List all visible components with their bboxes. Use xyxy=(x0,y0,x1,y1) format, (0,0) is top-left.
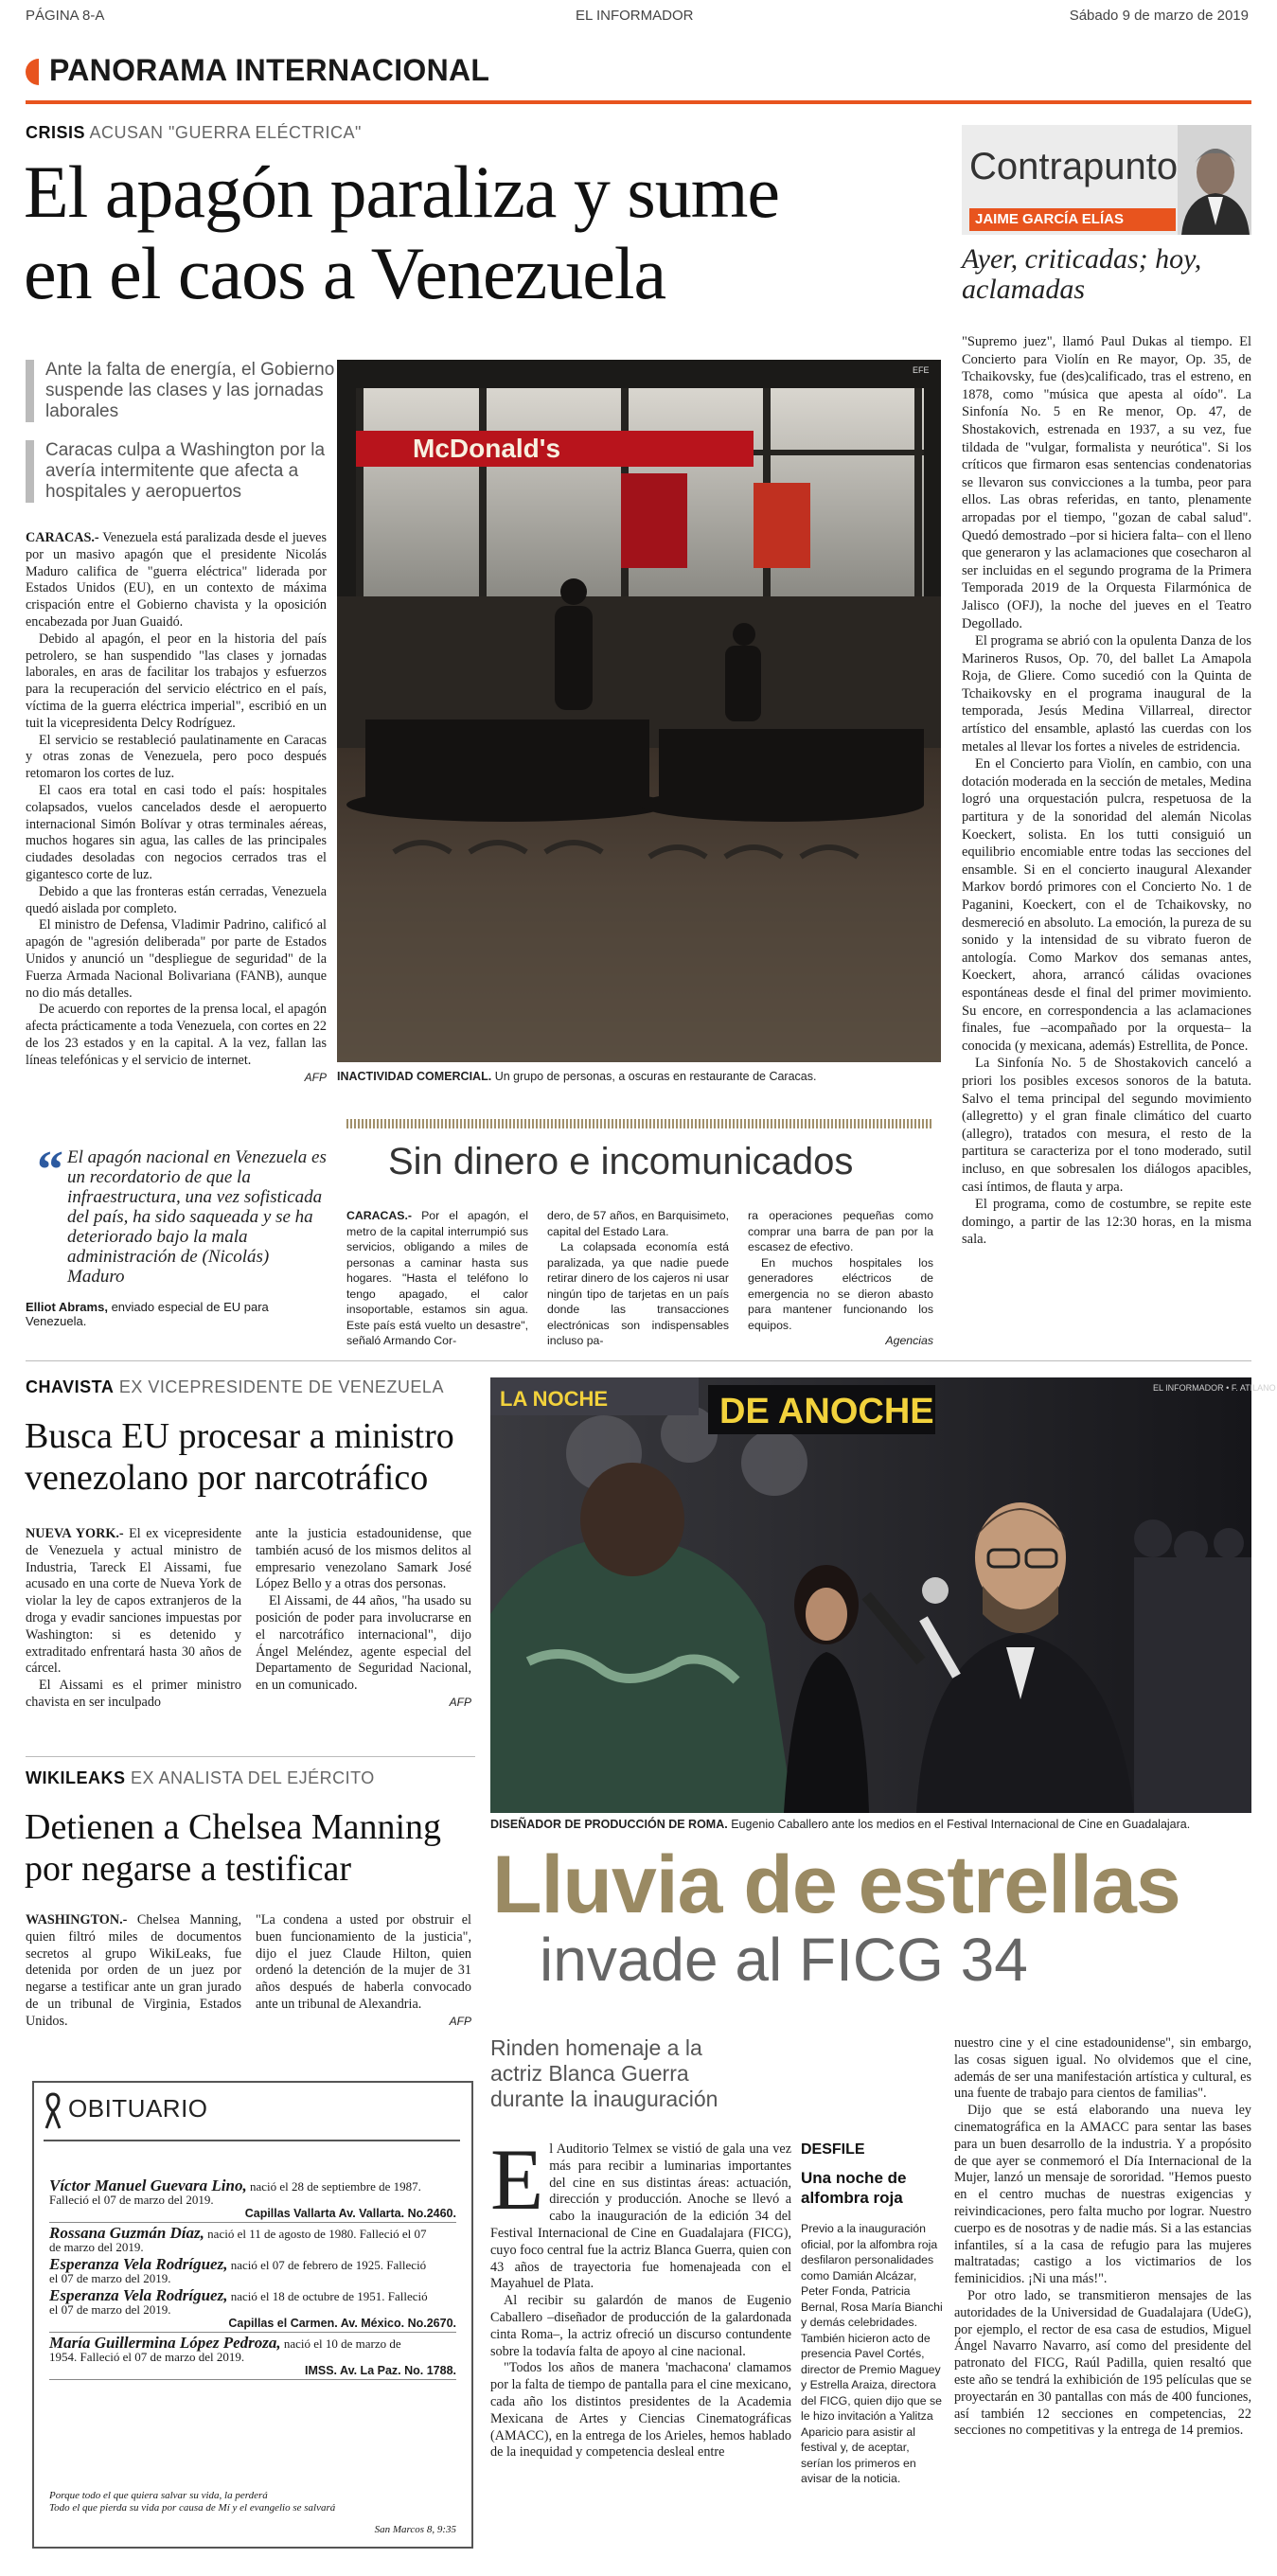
ficg-photo xyxy=(490,1377,1276,1813)
headline-line: Detienen a Chelsea Manning xyxy=(25,1807,442,1847)
paragraph: El caos era total en casi todo el país: hospitales colapsados, vuelos cancelados desde el aeropuerto internacional Simón Bolívar y otras terminales aéreas, muchos hogares sin agua, las calles de las principales ciudades desoladas con negocios cerrados tras el gigantesco corte de luz. xyxy=(26,782,327,882)
paragraph: Por el apagón, el metro de la capital interrumpió sus servicios, obligando a miles de personas a caminar hasta sus hogares. "Hasta el teléfono lo tengo apagado, el calor insoportable, estamos sin agua. Este país está vuelto un desastre", señaló Armando Cor- xyxy=(346,1209,529,1347)
paragraph: Debido a que las fronteras están cerradas, Venezuela quedó aislada por completo. xyxy=(26,883,327,916)
paragraph: La colapsada economía está paralizada, ya que nadie puede retirar dinero de los cajeros ni usar ningún tipo de tarjetas en un país donde las transacciones electrónicas son indispensables incluso pa- xyxy=(547,1240,729,1347)
deceased-name: María Guillermina López Pedroza, xyxy=(49,2334,281,2352)
story3-kicker xyxy=(26,1768,375,1788)
box-title: Sin dinero e incomunicados xyxy=(388,1141,854,1182)
kicker-bold: CHAVISTA xyxy=(26,1377,115,1396)
funeral-place: Capillas Vallarta Av. Vallarta. No.2460. xyxy=(49,2207,456,2223)
paragraph: "La condena a usted por obstruir el buen funcionamiento de la justicia", dijo el juez Claude Hilton, quien ordenó la detención de la mujer de 31 años después de haberla convocado ante un tribunal de Alexandria. xyxy=(256,1912,471,2012)
verse-line: Todo el que pierda su vida por causa de Mí y el evangelio se salvará xyxy=(49,2502,336,2514)
died-date: 1954. Falleció el 07 de marzo del 2019. xyxy=(49,2350,245,2364)
signature: AFP xyxy=(449,2014,471,2028)
paragraph: ante la justicia estadounidense, que también acusó de los mismos delitos al empresario venezolano Samark José López Bello y a otras dos personas. xyxy=(256,1526,471,1592)
divider xyxy=(44,2140,460,2141)
summary-2: Caracas culpa a Washington por la avería intermitente que afecta a hospitales y aeropuertos xyxy=(26,440,346,503)
deceased-name: Esperanza Vela Rodríguez, xyxy=(49,2255,228,2273)
pull-quote xyxy=(26,1141,327,1328)
side-text: Previo a la inauguración oficial, por la alfombra roja desfilaron personalidades como Damián Alcázar, Peter Fonda, Patricia Bernal, Rosa María Bianchi y demás celebridades. También hicieron acto de presencia Pavel Cortés, director de Premio Maguey y Estrella Araiza, directora del FICG, quien dijo que se le hizo invitación a Yalitza Aparicio para asistir al festival y, de aceptar, serían los primeros en avisar de la noticia. xyxy=(801,2222,943,2485)
column-name: Contrapunto xyxy=(969,146,1179,187)
paragraph: Debido al apagón, el peor en la historia del país petrolero, se han suspendido "las clases y jornadas laborales, en aras de facilitar los trabajos y esfuerzos para la recuperación del servicio eléctrico en el país, víctima de la guerra eléctrica imperial", escribió en un tuit la vicepresidenta Delcy Rodríguez. xyxy=(26,631,327,731)
headline-line: venezolano por narcotráfico xyxy=(25,1458,429,1498)
column-body xyxy=(962,333,1251,1249)
paragraph: El programa, como de costumbre, se repite este domingo, a partir de las 12:30 horas, en la misma sala. xyxy=(962,1197,1251,1248)
column-header xyxy=(962,125,1251,235)
main-headline xyxy=(24,151,970,314)
headline-line: por negarse a testificar xyxy=(25,1849,351,1889)
paragraph: El ex vicepresidente de Venezuela y actual ministro de Industria, Tareck El Aissami, fue acusado en una corte de Nueva York de violar la ley de capos extranjeros de la droga y evadir sanciones impuestas por Washington: si es detenido y extraditado enfrentará hasta 30 años de cárcel. xyxy=(26,1526,242,1677)
paragraph: dero, de 57 años, en Barquisimeto, capital del Estado Lara. xyxy=(547,1209,729,1238)
box-col-1 xyxy=(346,1208,528,1349)
paragraph: En muchos hospitales los generadores eléctricos de emergencia no se dieron abasto para mantener funcionando los equipos. xyxy=(748,1255,933,1332)
paragraph: El Aissami es el primer ministro chavista en ser inculpado xyxy=(26,1678,241,1710)
obituary-entry xyxy=(49,2336,456,2380)
drop-cap: E xyxy=(490,2131,544,2228)
paragraph: Por otro lado, se transmitieron mensajes de las autoridades de la Universidad de Guadalajara (UdeG), por ejemplo, el rector de esa casa de estudios, Miguel Ángel Navarro Navarro, así como del presidente del patronato del FICG, Raúl Padilla, quien resaltó que este año se tendrá la exhibición de 195 películas que se proyectarán en 30 pantallas con más de 400 funciones, así también 12 secciones en competencias, 22 secciones no competitivas y la entrega de 14 premios. xyxy=(954,2287,1251,2439)
obituary-verse xyxy=(49,2490,456,2536)
restaurant-photo-image xyxy=(337,360,941,1062)
ficg-headline-1: Lluvia de estrellas xyxy=(492,1839,1180,1930)
main-body xyxy=(26,530,327,1086)
box-rule xyxy=(346,1119,933,1128)
born-date: nació el 18 de octubre de 1951. Falleció xyxy=(230,2289,428,2303)
headline-line: Busca EU procesar a ministro xyxy=(25,1416,454,1456)
paragraph: "Todos los años de manera 'machacona' clamamos por la falta de tiempo de pantalla para el cine mexicano, cada año los distintos presidentes de la Academia Mexicana de Artes y Ciencias Cinematográficas (AMACC), en la entrega de los Arieles, hemos hablado de la inequidad y competencia desleal entre xyxy=(490,2360,791,2461)
signature: Agencias xyxy=(885,1334,933,1347)
obituary-entry xyxy=(49,2224,456,2254)
ficg-photo-image xyxy=(490,1377,1276,1813)
obituary-box xyxy=(32,2081,473,2549)
deceased-name: Rossana Guzmán Díaz, xyxy=(49,2224,204,2242)
paragraph: Dijo que se está elaborando una nueva ley cinematográfica en la AMACC para sentar las bases para un buen desarrollo de la industria. Y a propósito de que ayer se conmemoró el Día Internacional de la Mujer, lanzó un mensaje de sororidad. "Hemos puesto en el centro muchas de nuestras exigencias y reivindicaciones, pero falta mucho por lograr. Nuestro cuerpo es de nosotras y de nadie más. Si a las estancias infantiles, sí a la casa de refugio para las mujeres maltratadas; castigo a los victimarios de los feminicidios. ¡Ni una más!". xyxy=(954,2103,1251,2287)
paragraph: Venezuela está paralizada desde el jueves por un masivo apagón que el presidente Nicolás Maduro califica de "guerra eléctrica" liderada por Estados Unidos (EU), en un contexto de máxima crispación entre el Gobierno chavista y la oposición encabezada por Juan Guaidó. xyxy=(26,530,327,630)
born-date: nació el 11 de agosto de 1980. Falleció el 07 xyxy=(207,2227,427,2241)
ficg-headline-2: invade al FICG 34 xyxy=(540,1926,1028,1994)
dateline: NUEVA YORK.- xyxy=(26,1526,124,1541)
quote-author: Elliot Abrams, xyxy=(26,1300,108,1314)
caption-bold: DISEÑADOR DE PRODUCCIÓN DE ROMA. xyxy=(490,1818,728,1831)
verse-reference: San Marcos 8, 9:35 xyxy=(374,2524,456,2535)
obituary-entry xyxy=(49,2255,456,2285)
main-kicker xyxy=(26,123,362,143)
paragraph: El Aissami, de 44 años, "ha usado su posición de poder para involucrarse en el narcotráfico internacional", dijo Ángel Meléndez, agente especial del Departamento de Seguridad Nacional, en un comunicado. xyxy=(256,1593,471,1694)
section-marker xyxy=(26,59,39,85)
dateline: CARACAS.- xyxy=(346,1209,412,1222)
box-col-2 xyxy=(547,1208,729,1349)
section-rule xyxy=(26,100,1251,104)
side-kicker: DESFILE xyxy=(801,2141,865,2158)
died-date: Falleció el 07 de marzo del 2019. xyxy=(49,2193,214,2207)
signature: AFP xyxy=(449,1695,471,1709)
paragraph: En el Concierto para Violín, en cambio, con una dotación moderada en la sección de metales, Medina logró una orquestación pulcra, respetuosa de la partitura y de la sonoridad del alemán Nicolas Koeckert, solista. En los tutti consiguió un equilibrio encomiable entre todas las secciones del ensamble. Si en el concierto inaugural Alexander Markov bordó primores con el Concierto No. 1 de Paganini, Koeckert, con el de Tchaikovsky, no desmereció en absoluto. La emoción, la pureza de su sonido y la intensidad de su vibrato fueron de antología. Como Markov dos semanas antes, Koeckert, ahora, arrancó cálidas ovaciones espontáneas desde el final del primer movimiento. Su encore, en correspondencia a las aclamaciones finales, fue –acompañado por la orquesta– la conocida (y mexicana, además) Estrellita, de Ponce. xyxy=(962,756,1251,1054)
caption-bold: INACTIVIDAD COMERCIAL. xyxy=(337,1070,492,1083)
funeral-place: IMSS. Av. La Paz. No. 1788. xyxy=(49,2364,456,2380)
story3-headline xyxy=(25,1806,498,1890)
summary-1: Ante la falta de energía, el Gobierno suspende las clases y las jornadas laborales xyxy=(26,360,346,422)
column-headline: Ayer, criticadas; hoy, aclamadas xyxy=(962,243,1202,305)
paragraph: l Auditorio Telmex se vistió de gala una vez más para recibir a luminarias importantes del cine en sus distintas áreas: actuación, dirección y producción. Anoche se llevó a cabo la inauguración de la edición 34 del Festival Internacional de Cine en Guadalajara (FICG), cuyo foco central fue la actriz Blanca Guerra, quien con 43 años de trayectoria fue homenajeada con el Mayahuel de Plata. xyxy=(490,2141,791,2292)
died-date: el 07 de marzo del 2019. xyxy=(49,2271,171,2285)
story2-col-2 xyxy=(256,1526,471,1712)
funeral-place: Capillas el Carmen. Av. México. No.2670. xyxy=(49,2317,456,2333)
ficg-sidebar xyxy=(801,2141,943,2487)
mcdonalds-sign: McDonald's xyxy=(413,434,561,463)
photo-credit: EL INFORMADOR • F. ATILANO xyxy=(1153,1383,1276,1393)
headline-line: El apagón paraliza y sume xyxy=(24,151,779,233)
paragraph: Chelsea Manning, quien filtró miles de documentos secretos al grupo WikiLeaks, fue detenida por orden de un juez por negarse a testificar ante un gran jurado de un tribunal de Virginia, Estados Unidos. xyxy=(26,1912,242,2029)
story2-headline xyxy=(25,1415,498,1499)
obituary-list xyxy=(49,2176,456,2384)
paragraph: De acuerdo con reportes de la prensa local, el apagón afecta prácticamente a toda Venezuela, con cortes en 22 de los 23 estados y en la capital. A la vez, fallan las líneas telefónicas y el servicio de internet. xyxy=(26,1002,327,1068)
obituary-title: OBITUARIO xyxy=(68,2094,208,2123)
author-portrait xyxy=(1178,125,1251,235)
side-title: Una noche de alfombra roja xyxy=(801,2169,907,2207)
caption-text: Eugenio Caballero ante los medios en el Festival Internacional de Cine en Guadalajara. xyxy=(731,1818,1191,1831)
paragraph: Al recibir su galardón de manos de Eugenio Caballero –diseñador de producción de la galardonada cinta Roma–, la actriz ofreció un discurso contundente sobre la todavía falta de apoyo al cine nacional. xyxy=(490,2293,791,2359)
paragraph: "Supremo juez", llamó Paul Dukas al tiempo. El Concierto para Violín en Re mayor, Op. 35, de Tchaikovsky, fue (des)calificado, tras el estreno, en 1878, como "música que apesta al oído". La Sinfonía No. 5 en Re menor, Op. 47, de Shostakovich, estrenada en 1937, a su vez, fue tildada de "vulgar, formalista y neurótica". Si los críticos que firmaron esas sentencias condenatorias se llevaron sus convicciones a la tumba, peor para ellos. Las obras referidas, en tanto, plenamente arropadas por el tiempo, "gozan de cabal salud". Quedó demostrado –por si hiciera falta– con el lleno que generaron y las aclamaciones que cosecharon al ser incluidas en el segundo programa de la Primera Temporada 2019 de la Orquesta Filarmónica de Jalisco (OFJ), la noche del jueves en el Teatro Degollado. xyxy=(962,334,1251,631)
died-date: de marzo del 2019. xyxy=(49,2240,144,2254)
verse-line: Porque todo el que quiera salvar su vida, la perderá xyxy=(49,2490,268,2501)
signature: AFP xyxy=(304,1070,327,1084)
kicker-bold: WIKILEAKS xyxy=(26,1768,126,1787)
quote-mark-icon: “ xyxy=(37,1141,63,1199)
kicker-rest: EX VICEPRESIDENTE DE VENEZUELA xyxy=(118,1377,444,1396)
column-author: JAIME GARCÍA ELÍAS xyxy=(969,208,1176,231)
obituary-entry xyxy=(49,2286,456,2333)
paragraph: ra operaciones pequeñas como comprar una barra de pan por la escasez de efectivo. xyxy=(748,1209,933,1253)
ficg-subhead: Rinden homenaje a la actriz Blanca Guerra durante la inauguración xyxy=(490,2035,718,2111)
story2-kicker xyxy=(26,1377,444,1397)
paper-name: EL INFORMADOR xyxy=(576,8,694,24)
headline-line: en el caos a Venezuela xyxy=(24,232,666,314)
restaurant-photo xyxy=(337,360,941,1062)
quote-text: El apagón nacional en Venezuela es un recordatorio de que la infraestructura, una vez sofisticada del país, ha sido saqueada y se ha deteriorado bajo la mala administración de (Nicolás) Maduro xyxy=(67,1147,327,1287)
dateline: WASHINGTON.- xyxy=(26,1912,128,1928)
born-date: nació el 07 de febrero de 1925. Falleció xyxy=(230,2258,427,2272)
ribbon-icon xyxy=(44,2092,62,2130)
photo-credit: EFE xyxy=(913,365,930,375)
story3-col-2 xyxy=(256,1912,471,2031)
born-date: nació el 10 de marzo de xyxy=(283,2336,401,2351)
ficg-col-1 xyxy=(490,2131,791,2461)
story3-col-1 xyxy=(26,1912,241,2031)
section-title: PANORAMA INTERNACIONAL xyxy=(49,53,490,87)
deceased-name: Esperanza Vela Rodríguez, xyxy=(49,2286,228,2304)
banner-big: DE ANOCHE xyxy=(719,1392,934,1431)
deceased-name: Víctor Manuel Guevara Lino, xyxy=(49,2176,247,2194)
banner-small: LA NOCHE xyxy=(500,1387,609,1411)
paragraph: El servicio se restableció paulatinamente en Caracas y otras zonas de Venezuela, pero poco después retomaron los cortes de luz. xyxy=(26,732,327,782)
dateline: CARACAS.- xyxy=(26,530,99,545)
ficg-col-3 xyxy=(954,2035,1251,2440)
caption-text: Un grupo de personas, a oscuras en restaurante de Caracas. xyxy=(494,1070,817,1083)
paragraph: El programa se abrió con la opulenta Danza de los Marineros Rusos, Op. 70, del ballet La Amapola Roja, de Gliere. Como sucedió con la Quinta de Tchaikovsky en el programa inaugural de la temporada, Jesús Medina Villarreal, director artístico del ensamble, aplastó las cuerdas con los metales al llevar los fortes a niveles de estridencia. xyxy=(962,633,1251,755)
born-date: nació el 28 de septiembre de 1987. xyxy=(250,2179,421,2194)
issue-date: Sábado 9 de marzo de 2019 xyxy=(1069,8,1249,24)
paragraph: El ministro de Defensa, Vladimir Padrino, calificó al apagón de "agresión deliberada" por parte de Estados Unidos y anunció un "despliegue de seguridad" de la Fuerza Armada Nacional Bolivariana (FANB), aunque no dio más detalles. xyxy=(26,917,327,1001)
kicker-bold: CRISIS xyxy=(26,123,86,142)
obituary-entry xyxy=(49,2176,456,2223)
page-number: PÁGINA 8-A xyxy=(26,8,105,24)
divider xyxy=(26,1756,475,1757)
ficg-caption xyxy=(490,1818,1251,1832)
story2-col-1 xyxy=(26,1526,241,1712)
divider xyxy=(26,1360,1251,1361)
kicker-rest: EX ANALISTA DEL EJÉRCITO xyxy=(131,1768,375,1787)
box-col-3 xyxy=(748,1208,933,1349)
quote-role: enviado especial de EU para Venezuela. xyxy=(26,1300,269,1328)
restaurant-caption xyxy=(337,1070,941,1084)
died-date: el 07 de marzo del 2019. xyxy=(49,2302,171,2317)
paragraph: La Sinfonía No. 5 de Shostakovich canceló a priori los posibles excesos sonoros de la batuta. Salvo el tema principal del segundo movimiento (allegretto) y el gran finale climático del cuarto (allegro), tratados con mesura, el resto de la partitura se caracteriza por el tono moderado, sutil incluso, en que sobresalen los diálogos apacibles, casi íntimos, de flauta y arpa. xyxy=(962,1056,1251,1195)
kicker-rest: ACUSAN "GUERRA ELÉCTRICA" xyxy=(89,123,362,142)
paragraph: nuestro cine y el cine estadounidense", sin embargo, las cosas siguen igual. No olvidemos que el cine, además de ser una manifestación artística y cultural, es una fuente de trabajo para cientos de familias". xyxy=(954,2035,1251,2102)
